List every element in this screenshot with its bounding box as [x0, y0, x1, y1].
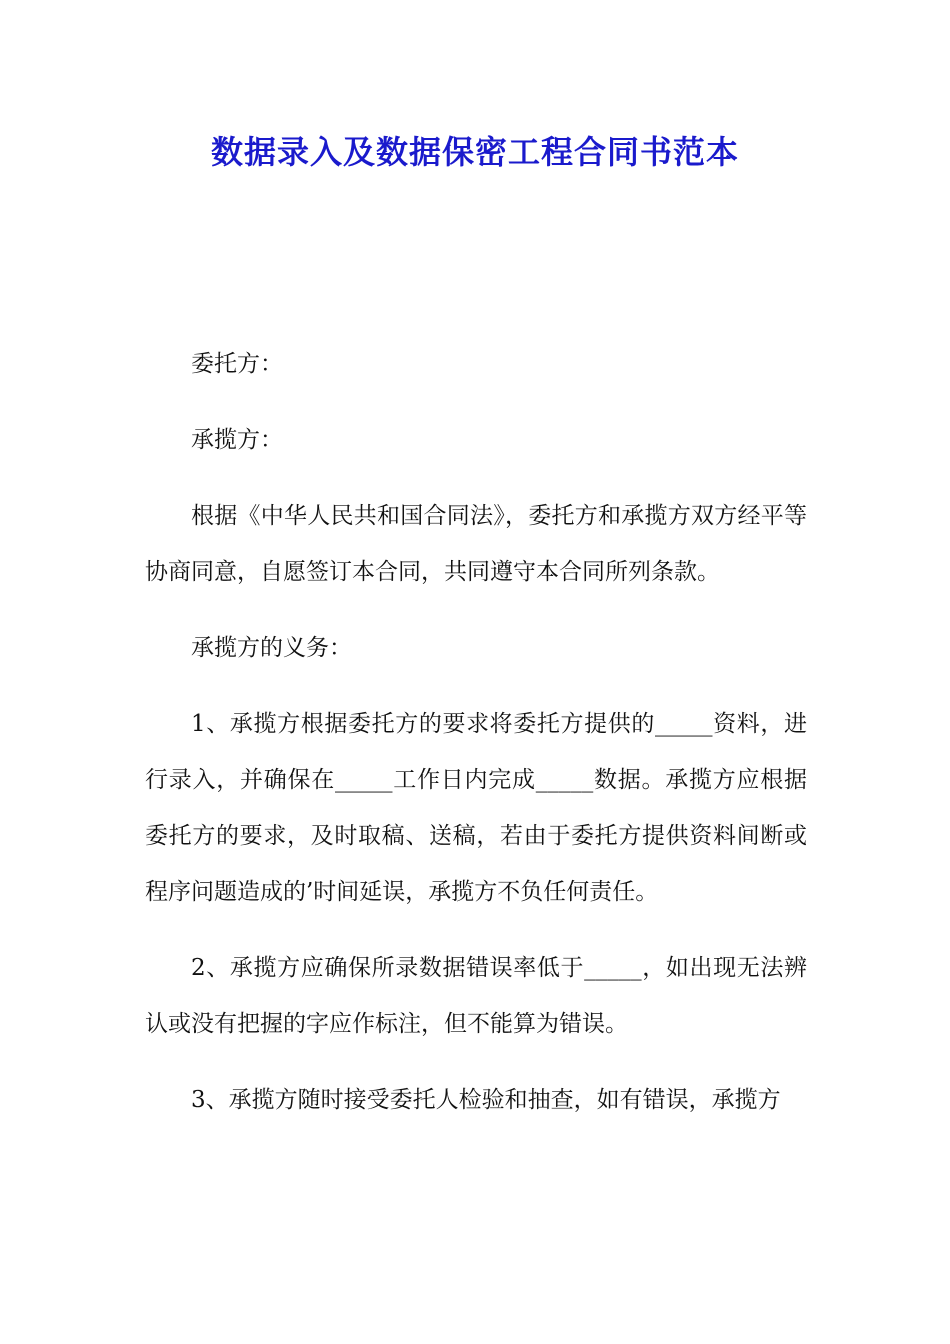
intro-paragraph: 根据《中华人民共和国合同法》，委托方和承揽方双方经平等协商同意，自愿签订本合同，共同遵守本合同所列条款。: [145, 503, 807, 585]
clause-2: 2、承揽方应确保所录数据错误率低于_____，如出现无法辨认或没有把握的字应作标注，但不能算为错误。: [145, 955, 807, 1037]
document-title: 数据录入及数据保密工程合同书范本: [210, 133, 739, 171]
document-body: [145, 336, 807, 1128]
client-label: 委托方：: [191, 351, 283, 377]
contractor-label: 承揽方：: [191, 427, 283, 453]
clause-3: 3、承揽方随时接受委托人检验和抽查，如有错误，承揽方: [191, 1087, 781, 1113]
obligations-heading: 承揽方的义务：: [191, 635, 352, 661]
clause-1: 1、承揽方根据委托方的要求将委托方提供的_____资料，进行录入，并确保在_____工作日内完成_____数据。承揽方应根据委托方的要求，及时取稿、送稿，若由于委托方提供资料间断或程序问题造成的’时间延误，承揽方不负任何责任。: [145, 711, 807, 905]
